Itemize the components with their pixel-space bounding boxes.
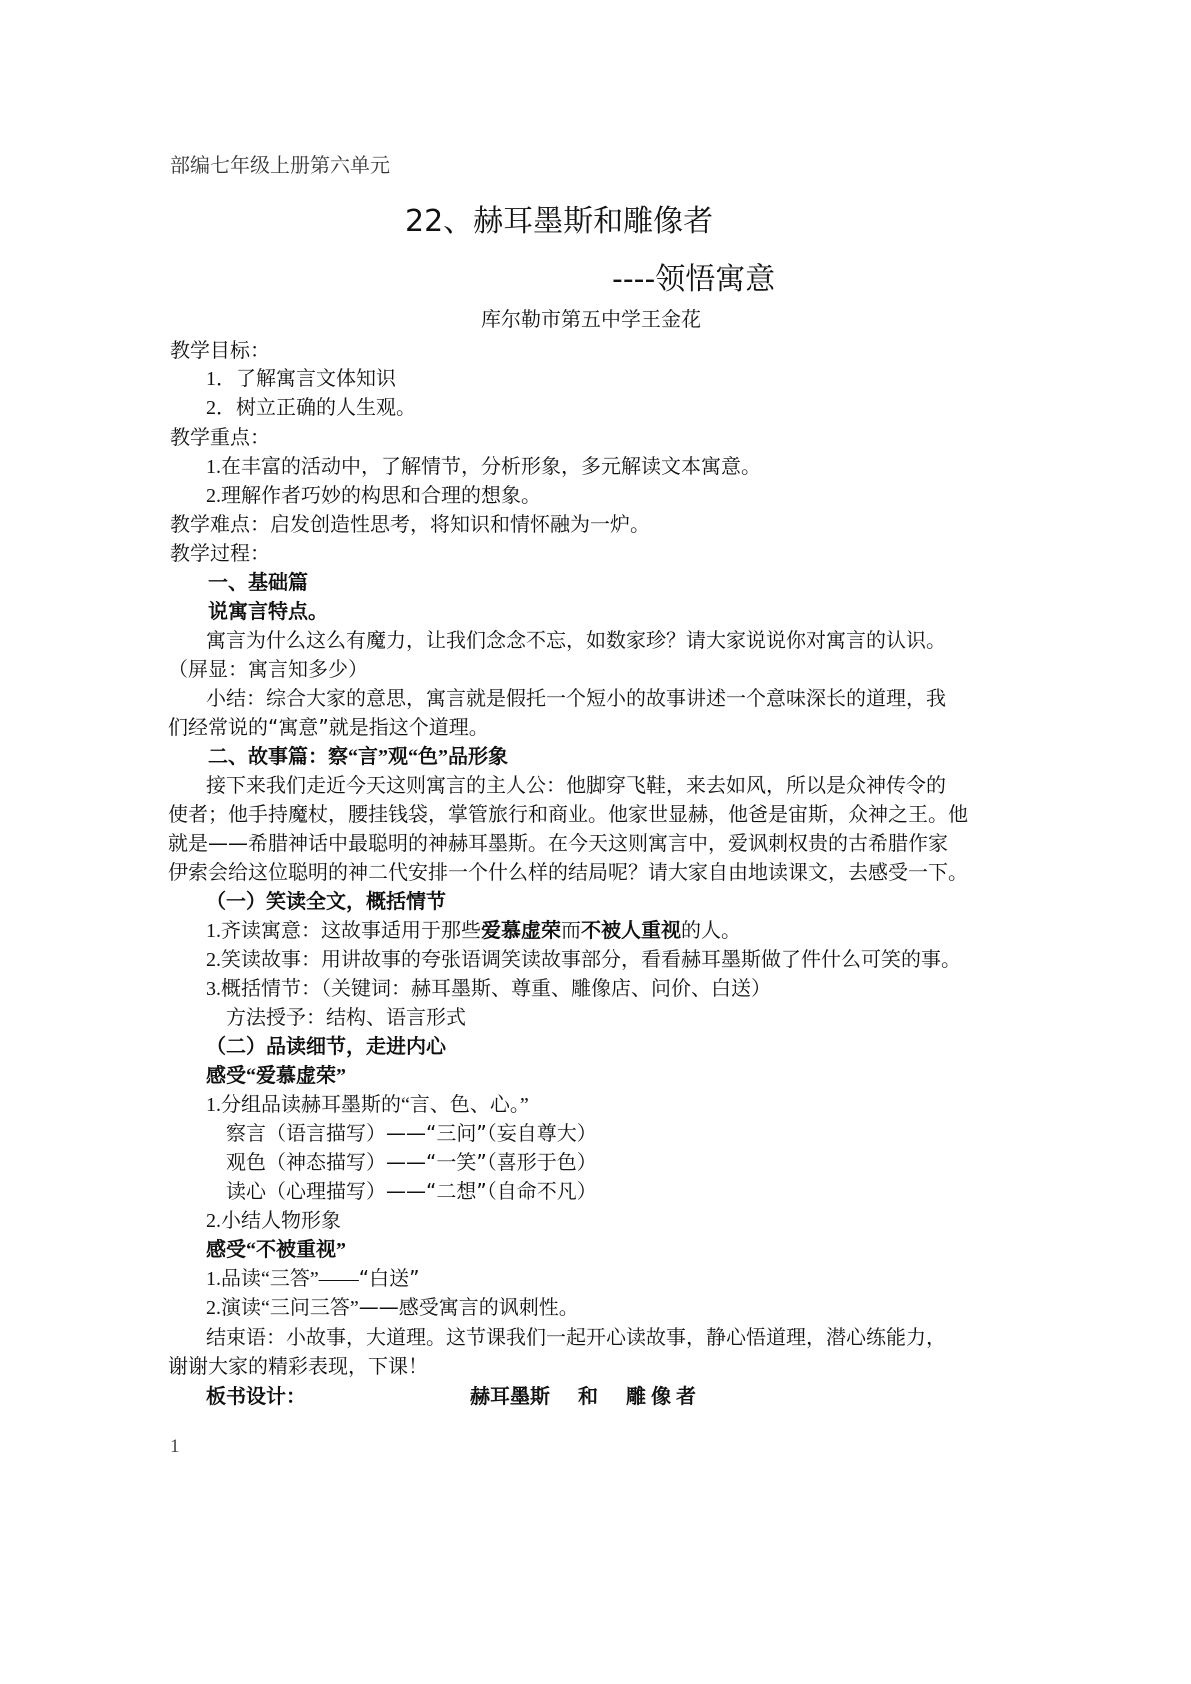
board-label: 板书设计：: [206, 1386, 306, 1408]
paragraph-line: 寓言为什么这么有魔力，让我们念念不忘，如数家珍？请大家说说你对寓言的认识。: [206, 628, 946, 652]
section2-heading: （二）品读细节，走进内心: [206, 1036, 446, 1058]
closing-line: 谢谢大家的精彩表现，下课！: [168, 1354, 428, 1378]
lesson-subtitle: ----领悟寓意: [612, 262, 776, 297]
feel2-heading: 感受“不被重视”: [206, 1239, 346, 1261]
paragraph-line: 使者；他手持魔杖，腰挂钱袋，掌管旅行和商业。他家世显赫，他爸是宙斯，众神之王。他: [168, 802, 968, 826]
board-word: 和: [578, 1386, 598, 1408]
item-text: “白送”: [358, 1266, 420, 1290]
keypoints-heading: 教学重点：: [170, 427, 270, 449]
section1-item1: [206, 914, 741, 943]
item-prefix: 2.笑读故事：: [206, 949, 321, 971]
item-text: 的人。: [681, 918, 741, 942]
lesson-title: 22、赫耳墨斯和雕像者: [405, 204, 714, 239]
process-heading: 教学过程：: [170, 543, 270, 565]
board-word: 雕 像 者: [626, 1386, 696, 1408]
board-word: 赫耳墨斯: [470, 1386, 550, 1408]
section1-heading: （一）笑读全文，概括情节: [206, 891, 446, 913]
feel2-item: [206, 1291, 579, 1320]
part1-heading: 一、基础篇: [208, 572, 308, 594]
goal-item: 1．了解寓言文体知识: [206, 368, 396, 390]
emphasis-text: 不被人重视: [581, 918, 681, 942]
item-text: 用讲故事的夸张语调笑读故事部分，看看赫耳墨斯做了件什么可笑的事。: [321, 947, 961, 971]
analysis-row: 察言（语言描写）——“三问”（妄自尊大）: [226, 1121, 597, 1145]
part1-subheading: 说寓言特点。: [208, 601, 328, 623]
paragraph-line: 伊索会给这位聪明的神二代安排一个什么样的结局呢？请大家自由地读课文，去感受一下。: [168, 860, 968, 884]
paragraph-line: （屏显：寓言知多少）: [168, 657, 368, 681]
item-text: ——感受寓言的讽刺性。: [358, 1295, 579, 1319]
analysis-row: 观色（神态描写）——“一笑”（喜形于色）: [226, 1150, 597, 1174]
item-text: （关键词：赫耳墨斯、尊重、雕像店、问价、白送）: [321, 976, 771, 1000]
keypoint-item: 2.理解作者巧妙的构思和合理的想象。: [206, 485, 541, 507]
item-text: 而: [561, 918, 581, 942]
part2-heading: 二、故事篇：察“言”观“色”品形象: [208, 746, 508, 768]
keypoint-item: 1.在丰富的活动中，了解情节，分析形象，多元解读文本寓意。: [206, 456, 761, 478]
difficulty-line: 教学难点：启发创造性思考，将知识和情怀融为一炉。: [170, 514, 650, 536]
item-text: 2.演读“三问三答”: [206, 1297, 359, 1319]
feel1-heading: 感受“爱慕虚荣”: [206, 1065, 346, 1087]
item-text: 这故事适用于那些: [321, 918, 481, 942]
section1-item2: [206, 943, 961, 972]
closing-line: 结束语：小故事，大道理。这节课我们一起开心读故事，静心悟道理，潜心练能力，: [206, 1325, 946, 1349]
paragraph-line: 们经常说的“寓意”就是指这个道理。: [168, 715, 489, 739]
paragraph-line: 接下来我们走近今天这则寓言的主人公：他脚穿飞鞋，来去如风，所以是众神传令的: [206, 773, 946, 797]
page-number: 1: [170, 1436, 180, 1457]
item-prefix: 3.概括情节：: [206, 978, 321, 1000]
method-line: 方法授予：结构、语言形式: [226, 1005, 466, 1029]
unit-header: 部编七年级上册第六单元: [170, 155, 390, 177]
author-line: 库尔勒市第五中学王金花: [481, 307, 701, 331]
feel1-item: 1.分组品读赫耳墨斯的“言、色、心。”: [206, 1094, 529, 1116]
analysis-row: 读心（心理描写）——“二想”（自命不凡）: [226, 1179, 597, 1203]
feel1-item: 2.小结人物形象: [206, 1210, 341, 1232]
paragraph-line: 就是——希腊神话中最聪明的神赫耳墨斯。在今天这则寓言中，爱讽刺权贵的古希腊作家: [168, 831, 948, 855]
emphasis-text: 爱慕虚荣: [481, 918, 561, 942]
goal-item: 2．树立正确的人生观。: [206, 397, 416, 419]
item-text: 1.品读“三答”——: [206, 1268, 359, 1290]
section1-item3: [206, 972, 771, 1001]
item-prefix: 1.齐读寓意：: [206, 920, 321, 942]
feel2-item: [206, 1262, 420, 1291]
paragraph-line: 小结：综合大家的意思，寓言就是假托一个短小的故事讲述一个意味深长的道理，我: [206, 686, 946, 710]
goals-heading: 教学目标：: [170, 340, 270, 362]
